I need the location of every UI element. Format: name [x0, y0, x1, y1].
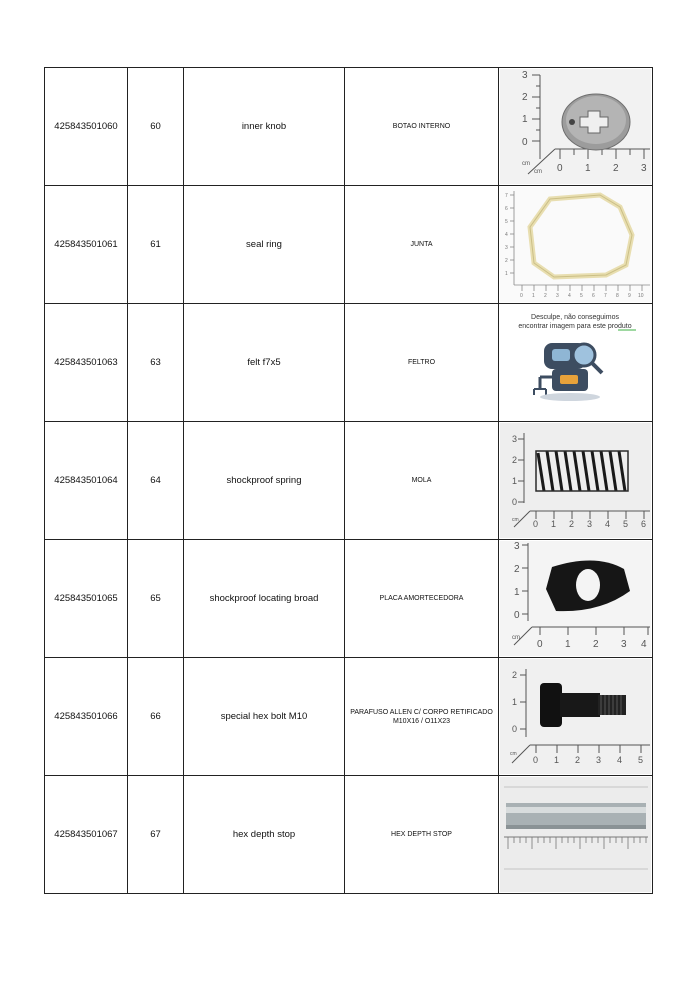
svg-text:3: 3 — [587, 519, 593, 529]
part-number: 67 — [128, 776, 184, 894]
svg-text:0: 0 — [512, 724, 518, 734]
svg-text:cm: cm — [522, 161, 530, 167]
svg-text:3: 3 — [505, 245, 508, 251]
part-name-en: shockproof locating broad — [184, 540, 345, 658]
svg-text:cm: cm — [512, 517, 519, 523]
svg-text:1: 1 — [585, 163, 591, 174]
svg-text:3: 3 — [514, 541, 520, 552]
svg-text:7: 7 — [505, 193, 508, 199]
spring-photo — [500, 423, 651, 538]
svg-text:1: 1 — [532, 293, 535, 299]
part-number: 61 — [128, 186, 184, 304]
parts-table — [44, 67, 653, 894]
svg-text:4: 4 — [617, 755, 623, 765]
svg-text:0: 0 — [514, 610, 520, 621]
part-name-en: shockproof spring — [184, 422, 345, 540]
part-number: 64 — [128, 422, 184, 540]
inner-knob-photo — [500, 69, 651, 184]
svg-text:1: 1 — [551, 519, 557, 529]
svg-text:8: 8 — [616, 293, 619, 299]
table-row — [45, 658, 653, 776]
part-name-pt: BOTAO INTERNO — [345, 68, 499, 186]
svg-text:6: 6 — [641, 519, 647, 529]
part-number: 63 — [128, 304, 184, 422]
table-row — [45, 422, 653, 540]
svg-text:3: 3 — [522, 70, 528, 81]
part-name-en: seal ring — [184, 186, 345, 304]
svg-text:2: 2 — [512, 455, 518, 465]
svg-text:5: 5 — [505, 219, 508, 225]
svg-text:0: 0 — [522, 137, 528, 148]
svg-text:2: 2 — [505, 258, 508, 264]
part-number: 66 — [128, 658, 184, 776]
svg-text:2: 2 — [569, 519, 575, 529]
svg-text:6: 6 — [505, 206, 508, 212]
part-name-pt: FELTRO — [345, 304, 499, 422]
table-row — [45, 68, 653, 186]
svg-text:7: 7 — [604, 293, 607, 299]
svg-text:4: 4 — [568, 293, 571, 299]
part-code: 425843501060 — [45, 68, 128, 186]
part-name-pt: JUNTA — [345, 186, 499, 304]
svg-text:5: 5 — [623, 519, 629, 529]
svg-text:1: 1 — [522, 114, 528, 125]
part-code: 425843501067 — [45, 776, 128, 894]
svg-text:2: 2 — [522, 92, 528, 103]
svg-text:1: 1 — [514, 587, 520, 598]
svg-text:2: 2 — [575, 755, 581, 765]
depth-stop-rod-photo — [500, 777, 651, 892]
svg-text:4: 4 — [505, 232, 508, 238]
svg-text:1: 1 — [512, 476, 518, 486]
placeholder-line-2: encontrar imagem para este produto — [518, 323, 632, 330]
placeholder-line-1: Desculpe, não conseguimos — [531, 314, 619, 321]
svg-text:1: 1 — [505, 271, 508, 277]
svg-text:5: 5 — [580, 293, 583, 299]
part-name-en: special hex bolt M10 — [184, 658, 345, 776]
svg-text:cm: cm — [510, 751, 517, 757]
damper-plate-photo — [500, 541, 651, 656]
part-code: 425843501063 — [45, 304, 128, 422]
svg-text:0: 0 — [557, 163, 563, 174]
part-number: 65 — [128, 540, 184, 658]
part-code: 425843501061 — [45, 186, 128, 304]
part-name-en: inner knob — [184, 68, 345, 186]
table-row — [45, 304, 653, 422]
svg-text:1: 1 — [554, 755, 560, 765]
svg-text:1: 1 — [512, 697, 518, 707]
svg-text:3: 3 — [556, 293, 559, 299]
svg-text:3: 3 — [512, 434, 518, 444]
svg-text:4: 4 — [605, 519, 611, 529]
part-name-pt: PARAFUSO ALLEN C/ CORPO RETIFICADO M10X16 / O11X23 — [345, 658, 499, 776]
svg-text:cm: cm — [512, 635, 520, 641]
table-row — [45, 540, 653, 658]
part-name-pt: MOLA — [345, 422, 499, 540]
part-name-en: felt f7x5 — [184, 304, 345, 422]
svg-text:6: 6 — [592, 293, 595, 299]
svg-text:2: 2 — [544, 293, 547, 299]
svg-text:0: 0 — [512, 497, 518, 507]
table-row — [45, 186, 653, 304]
part-code: 425843501064 — [45, 422, 128, 540]
svg-text:3: 3 — [596, 755, 602, 765]
no-image-placeholder — [500, 305, 651, 420]
part-name-pt: HEX DEPTH STOP — [345, 776, 499, 894]
svg-text:0: 0 — [537, 639, 543, 650]
svg-text:2: 2 — [593, 639, 599, 650]
svg-text:2: 2 — [512, 670, 518, 680]
svg-text:10: 10 — [638, 293, 644, 299]
part-name-en: hex depth stop — [184, 776, 345, 894]
svg-text:2: 2 — [613, 163, 619, 174]
svg-text:5: 5 — [638, 755, 644, 765]
svg-text:0: 0 — [533, 755, 539, 765]
svg-text:0: 0 — [533, 519, 539, 529]
svg-text:cm: cm — [534, 169, 542, 175]
part-code: 425843501066 — [45, 658, 128, 776]
svg-text:9: 9 — [628, 293, 631, 299]
part-name-pt: PLACA AMORTECEDORA — [345, 540, 499, 658]
svg-text:2: 2 — [514, 564, 520, 575]
hex-bolt-photo — [500, 659, 651, 774]
svg-text:1: 1 — [565, 639, 571, 650]
part-code: 425843501065 — [45, 540, 128, 658]
part-number: 60 — [128, 68, 184, 186]
svg-text:3: 3 — [641, 163, 647, 174]
table-row — [45, 776, 653, 894]
svg-text:3: 3 — [621, 639, 627, 650]
svg-text:0: 0 — [520, 293, 523, 299]
seal-ring-photo — [500, 187, 651, 302]
svg-text:4: 4 — [641, 639, 647, 650]
